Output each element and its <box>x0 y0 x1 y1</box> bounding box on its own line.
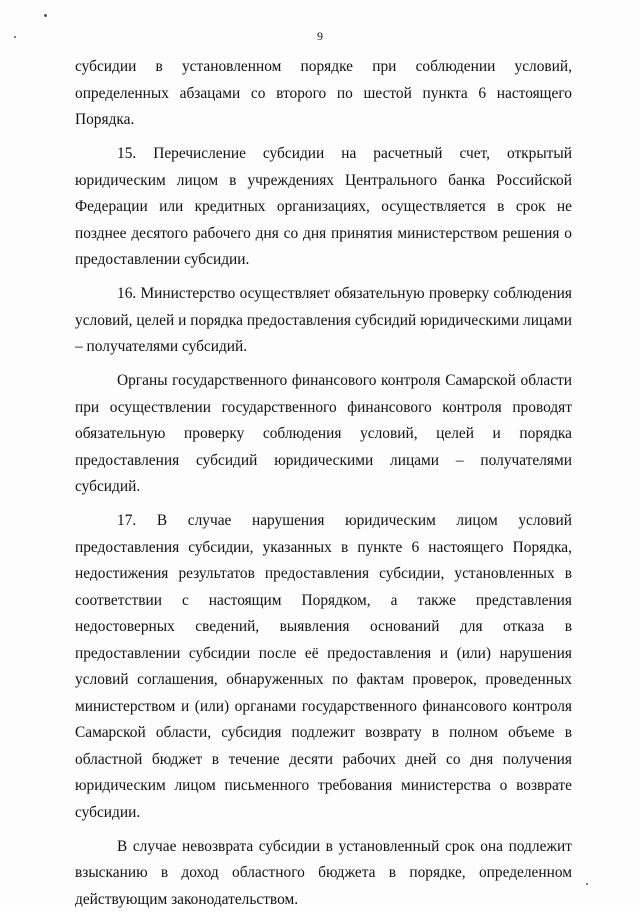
paragraph-item-16: 16. Министерство осуществляет обязательную проверку соблюдения условий, целей и порядка предоставления субсидий юридическими лицами – получателями субсидий. <box>75 281 572 361</box>
paragraph-item-17: 17. В случае нарушения юридическим лицом условий предоставления субсидии, указанных в пункте 6 настоящего Порядка, недостижения результатов предоставления субсидии, установленных в соответствии с настоящим Порядком, а также представления недостоверных сведений, выявления оснований для отказа в предоставлении субсидии после её предоставления и (или) нарушения условий соглашения, обнаруженных по фактам проверок, проведенных министерством и (или) органами государственного финансового контроля Самарской области, субсидия подлежит возврату в полном объеме в областной бюджет в течение десяти рабочих дней со дня получения юридическим лицом письменного требования министерства о возврате субсидии. <box>75 508 572 826</box>
scan-speck <box>586 883 588 885</box>
paragraph-state-financial-control: Органы государственного финансового контроля Самарской области при осуществлении государственного финансового контроля проводят обязательную проверку соблюдения условий, целей и порядка предоставления субсидий юридическими лицами – получателями субсидий. <box>75 368 572 501</box>
paragraph-continuation: субсидии в установленном порядке при соблюдении условий, определенных абзацами со второго по шестой пункта 6 настоящего Порядка. <box>75 54 572 134</box>
document-body <box>75 54 572 913</box>
paragraph-nonreturn-recovery: В случае невозврата субсидии в установленный срок она подлежит взысканию в доход областного бюджета в порядке, определенном действующим законодательством. <box>75 834 572 913</box>
paragraph-item-15: 15. Перечисление субсидии на расчетный счет, открытый юридическим лицом в учреждениях Центрального банка Российской Федерации или кредитных организациях, осуществляется в срок не позднее десятого рабочего дня со дня принятия министерством решения о предоставлении субсидии. <box>75 141 572 274</box>
scan-speck <box>44 14 47 17</box>
page-number: 9 <box>0 29 640 44</box>
scan-speck <box>14 36 16 38</box>
